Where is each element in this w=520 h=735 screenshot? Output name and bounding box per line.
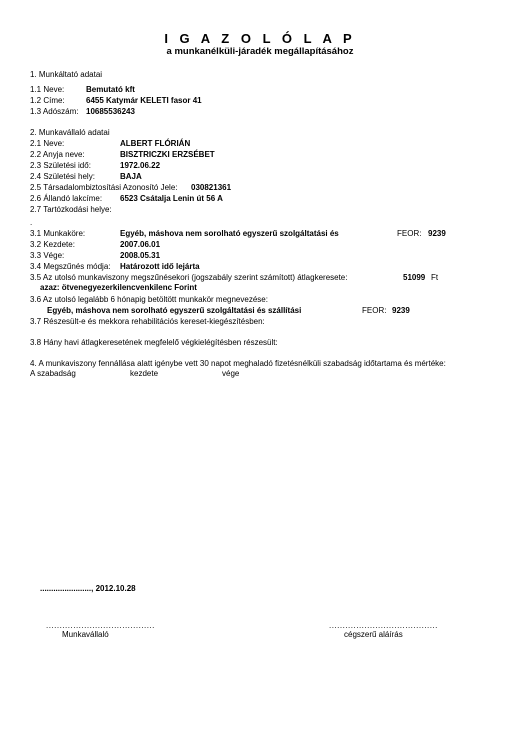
employer-tax-value: 10685536243 xyxy=(86,107,135,116)
employer-address-value: 6455 Katymár KELETI fasor 41 xyxy=(86,96,202,105)
end-label: 3.3 Vége: xyxy=(30,251,65,260)
employee-taj-value: 030821361 xyxy=(191,183,232,192)
start-label: 3.2 Kezdete: xyxy=(30,240,75,249)
rehab-label: 3.7 Részesült-e és mekkora rehabilitációs kereset-kiegészítésben: xyxy=(30,317,265,326)
avg-earnings-unit: Ft xyxy=(431,273,439,282)
termination-value: Határozott idő lejárta xyxy=(120,262,200,271)
employee-heading: 2. Munkavállaló adatai xyxy=(30,128,110,137)
leave-text: 4. A munkaviszony fennállása alatt igénybe vett 30 napot meghaladó fizetésnélküli szabadság időtartama és mértéke: xyxy=(30,359,446,368)
last-job-value: Egyéb, máshova nem sorolható egyszerű szolgáltatási és szállítási xyxy=(47,306,302,315)
last-feor-value: 9239 xyxy=(392,306,410,315)
leave-col-leave: A szabadság xyxy=(30,369,76,378)
employee-birthplace-label: 2.4 Születési hely: xyxy=(30,172,95,181)
job-label: 3.1 Munkaköre: xyxy=(30,229,86,238)
employee-mother-value: BISZTRICZKI ERZSÉBET xyxy=(120,150,215,159)
company-signature-label: cégszerű aláírás xyxy=(344,630,403,639)
stray-dot: . xyxy=(30,218,33,227)
avg-earnings-value: 51099 xyxy=(403,273,426,282)
page-subtitle: a munkanélküli-járadék megállapításához xyxy=(166,46,354,57)
employee-stay-label: 2.7 Tartózkodási helye: xyxy=(30,205,112,214)
employee-signature-line: ........................................ xyxy=(46,621,155,630)
employee-mother-label: 2.2 Anyja neve: xyxy=(30,150,85,159)
employee-name-label: 2.1 Neve: xyxy=(30,139,65,148)
employer-address-label: 1.2 Címe: xyxy=(30,96,65,105)
job-value: Egyéb, máshova nem sorolható egyszerű szolgáltatási és xyxy=(120,229,339,238)
last-feor-label: FEOR: xyxy=(362,306,387,315)
place-date: ......................., 2012.10.28 xyxy=(40,584,136,593)
feor-label: FEOR: xyxy=(397,229,422,238)
employer-name-value: Bemutató kft xyxy=(86,85,135,94)
employer-heading: 1. Munkáltató adatai xyxy=(30,70,103,79)
employer-name-label: 1.1 Neve: xyxy=(30,85,65,94)
page-title: I G A Z O L Ó L A P xyxy=(164,31,356,46)
employee-address-label: 2.6 Állandó lakcíme: xyxy=(30,194,103,203)
employee-address-value: 6523 Csátalja Lenin út 56 A xyxy=(120,194,223,203)
start-value: 2007.06.01 xyxy=(120,240,161,249)
employee-birthdate-value: 1972.06.22 xyxy=(120,161,161,170)
employee-name-value: ALBERT FLÓRIÁN xyxy=(120,139,191,148)
end-value: 2008.05.31 xyxy=(120,251,161,260)
leave-col-end: vége xyxy=(222,369,240,378)
employee-birthplace-value: BAJA xyxy=(120,172,142,181)
employer-tax-label: 1.3 Adószám: xyxy=(30,107,79,116)
company-signature-line: ........................................ xyxy=(329,621,438,630)
termination-label: 3.4 Megszűnés módja: xyxy=(30,262,111,271)
employee-signature-label: Munkavállaló xyxy=(62,630,109,639)
feor-value: 9239 xyxy=(428,229,446,238)
employee-birthdate-label: 2.3 Születési idő: xyxy=(30,161,91,170)
leave-col-start: kezdete xyxy=(130,369,159,378)
avg-earnings-words: azaz: ötvenegyezerkilencvenkilenc Forint xyxy=(40,283,197,292)
employee-taj-label: 2.5 Társadalombiztosítási Azonosító Jele: xyxy=(30,183,178,192)
last-job-label: 3.6 Az utolsó legalább 6 hónapig betöltött munkakör megnevezése: xyxy=(30,295,268,304)
severance-label: 3.8 Hány havi átlagkeresetének megfelelő végkielégítésben részesült: xyxy=(30,338,278,347)
avg-earnings-label: 3.5 Az utolsó munkaviszony megszűnésekori (jogszabály szerint számított) átlagkeresete: xyxy=(30,273,348,282)
